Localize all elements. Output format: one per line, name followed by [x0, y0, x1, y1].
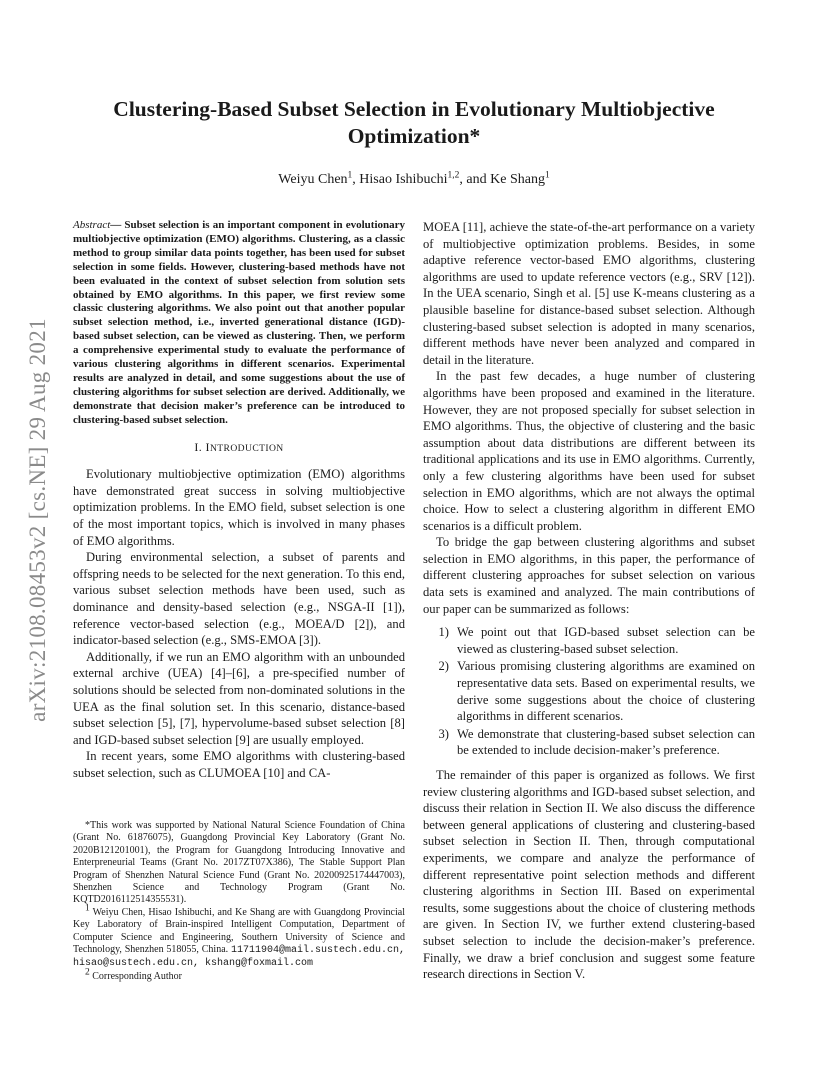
abstract — [73, 219, 405, 428]
list-item-text: Various promising clustering algorithms are examined on representative data sets. Based on experimental results, we derive some suggestions about the choice of clustering algorithms in different scenarios. — [457, 659, 755, 724]
list-item-text: We point out that IGD-based subset selection can be viewed as clustering-based subset selection. — [457, 625, 755, 656]
footnote-corresponding-text: Corresponding Author — [89, 970, 182, 982]
footnotes — [73, 820, 405, 983]
list-item-number: 2) — [438, 659, 449, 674]
footnote-corresponding — [73, 967, 405, 983]
author-3-affiliation: 1 — [544, 170, 550, 181]
list-item-number: 3) — [438, 726, 449, 741]
list-item — [423, 624, 755, 657]
author-2-affiliation: 1,2 — [447, 170, 460, 181]
author-3: , and Ke Shang — [459, 172, 545, 187]
list-item — [423, 658, 755, 724]
footnote-marker: 2 — [85, 967, 90, 978]
footnote-marker: 1 — [85, 903, 90, 914]
arxiv-identifier: arXiv:2108.08453v2 [cs.NE] 29 Aug 2021 — [25, 318, 51, 722]
footnote-affiliation-text: Weiyu Chen, Hisao Ishibuchi, and Ke Shang are with Guangdong Provincial Key Laboratory of Brain-inspired Intelligent Computation, Department of Computer Science and Engineering, Southern University of Science and Technology, Shenzhen 518055, China. — [73, 906, 405, 956]
footnote-email: 11711904@mail.sustech.edu.cn, — [230, 945, 405, 957]
section-heading-introduction — [73, 439, 405, 458]
arxiv-side-stamp — [22, 285, 54, 755]
footnote-email: hisao@sustech.edu.cn, kshang@foxmail.com — [73, 958, 314, 970]
body-paragraph: In the past few decades, a huge number of clustering algorithms have been proposed and examined in the literature. However, they are not proposed specially for subset selection in EMO algorithms. Thus, the objective of clustering and the basic assumption about data distributions are different between its traditional applications and its use in EMO algorithms. Currently, only a few clustering algorithms have been used for subset selection in EMO algorithms, which are not always the optimal choice. How to select a clustering algorithm in different EMO scenarios is a difficult problem. — [423, 369, 755, 533]
list-item — [423, 726, 755, 759]
left-column — [73, 219, 405, 781]
list-item-number: 1) — [438, 625, 449, 640]
footnote-affiliation — [73, 903, 405, 971]
body-paragraph: The remainder of this paper is organized as follows. We first review clustering algorithms and IGD-based subset selection, and discuss their relation in Section II. We also discuss the difference between general applications of clustering and clustering-based subset selection in Section II. Then, through computational experiments, we compare and analyze the performance of different representative point selection methods and different clustering algorithms in Section III. Based on experimental results, some suggestions about the choice of clustering methods are given. In Section IV, we further extend clustering-based subset selection to include the decision-maker’s preference. Finally, we draw a brief conclusion and suggest some feature research directions in Section V. — [423, 768, 755, 982]
body-paragraph: MOEA [11], achieve the state-of-the-art performance on a variety of multiobjective optimization problems. Besides, in some adaptive reference vector-based EMO algorithms, clustering algorithms are used to update reference vectors (e.g., SRV [12]). In the UEA scenario, Singh et al. [5] use K-means clustering as a plausible baseline for distance-based subset selection. Although clustering-based subset selection is adopted in many scenarios, different methods have never been analyzed and compared in detail in the literature. — [423, 220, 755, 367]
author-1: Weiyu Chen — [278, 172, 348, 187]
author-2: , Hisao Ishibuchi — [352, 172, 448, 187]
body-paragraph: Additionally, if we run an EMO algorithm with an unbounded external archive (UEA) [4]–[6], a pre-specified number of solutions should be selected from non-dominated solutions in the UEA as the final solution set. In this scenario, distance-based subset selection [5], [7], hypervolume-based subset selection [8] and IGD-based subset selection [9] are usually employed. — [73, 649, 405, 747]
list-item-text: We demonstrate that clustering-based subset selection can be extended to include decision-maker’s preference. — [457, 726, 755, 758]
abstract-label: Abstract — [73, 219, 111, 231]
footnote-funding: *This work was supported by National Natural Science Foundation of China (Grant No. 61876075), Guangdong Provincial Key Laboratory (Grant No. 2020B121201001), the Program for Guangdong Introducing Innovative and Enterpreneurial Teams (Grant No. 2017ZT07X386), The Stable Support Plan Program of Shenzhen Natural Science Fund (Grant No. 20200925174447003), Shenzhen Science and Technology Program (Grant No. KQTD2016112514355531). — [73, 820, 405, 906]
right-column — [423, 219, 755, 983]
body-paragraph: Evolutionary multiobjective optimization (EMO) algorithms have demonstrated great success in solving multiobjective optimization problems. In the EMO field, subset selection is one of the most important topics, which is involved in many phases of EMO algorithms. — [73, 467, 405, 548]
paper-title: Clustering-Based Subset Selection in Evolutionary Multiobjective Optimization* — [113, 97, 715, 148]
author-line — [80, 172, 748, 188]
body-paragraph: During environmental selection, a subset of parents and offspring needs to be selected for the next generation. To this end, various subset selection methods have been used, such as dominance and density-based selection (e.g., NSGA-II [1]), reference vector-based selection (e.g., MOEA/D [2]), and indicator-based selection (e.g., SMS-EMOA [3]). — [73, 550, 405, 648]
section-initial: I — [205, 439, 210, 454]
body-paragraph: In recent years, some EMO algorithms with clustering-based subset selection, such as CLUMOEA [10] and CA- — [73, 749, 405, 780]
abstract-text: — Subset selection is an important component in evolutionary multiobjective optimization (EMO) algorithms. Clustering, as a classic method to group similar data points together, has been used for subset selection in some fields. However, clustering-based methods have not been evaluated in the context of subset selection from solution sets obtained by EMO algorithms. In this paper, we first review some classic clustering algorithms. We also point out that another popular subset selection method, i.e., inverted generational distance (IGD)-based subset selection, can be viewed as clustering. Then, we perform a comprehensive experimental study to evaluate the performance of various clustering algorithms in different scenarios. Experimental results are analyzed in detail, and some suggestions about the use of clustering algorithms for subset selection are derived. Additionally, we demonstrate that decision maker’s preference can be introduced to clustering-based subset selection. — [73, 219, 405, 426]
contribution-list — [423, 624, 755, 759]
section-numeral: I. — [194, 439, 206, 454]
author-1-affiliation: 1 — [347, 170, 353, 181]
body-paragraph: To bridge the gap between clustering algorithms and subset selection in EMO algorithms, in this paper, the performance of different clustering approaches for subset selection on various data sets is examined and analyzed. The main contributions of our paper can be summarized as follows: — [423, 535, 755, 616]
section-title-rest: NTRODUCTION — [209, 442, 284, 454]
